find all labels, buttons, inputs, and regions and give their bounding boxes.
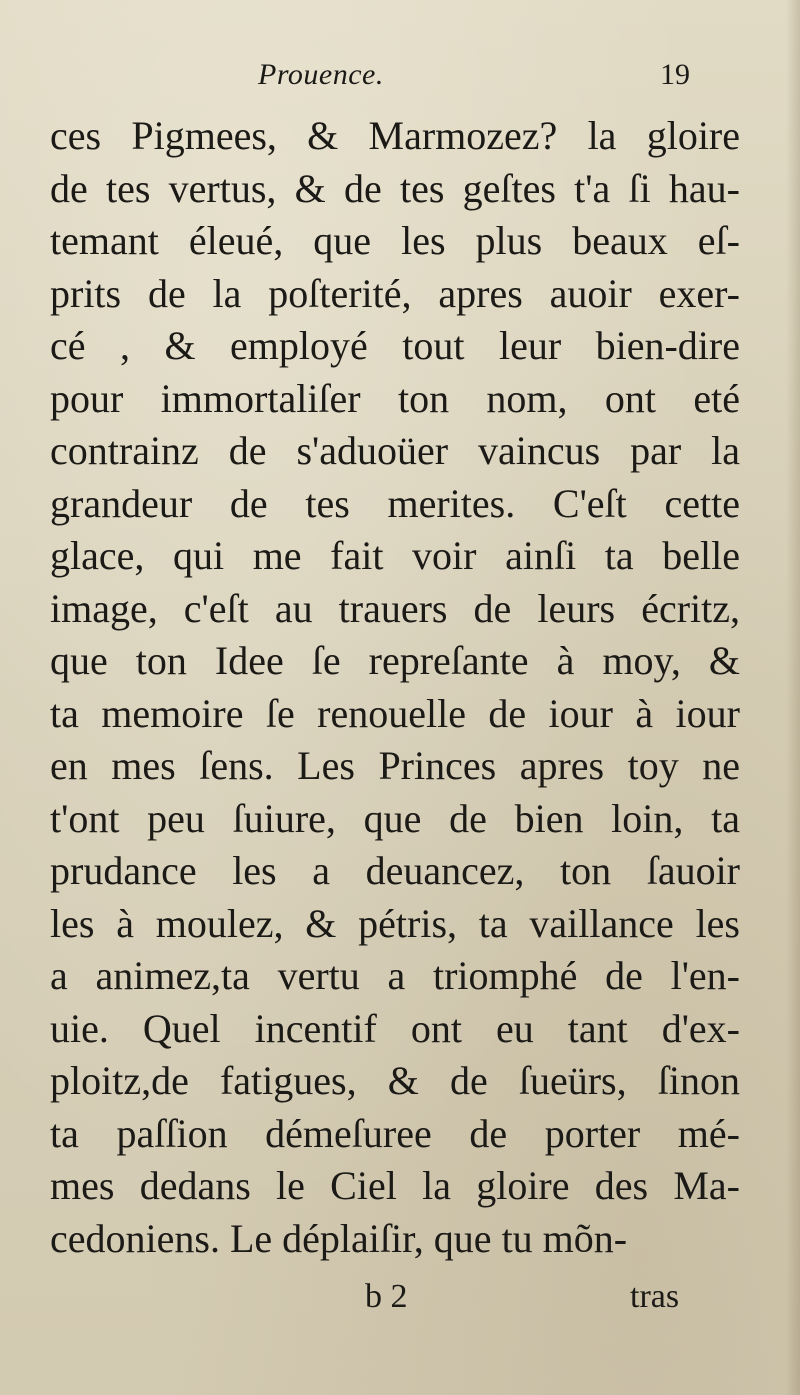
page-number: 19: [660, 58, 690, 91]
text-line: cé , & employé tout leur bien-dire: [50, 323, 740, 368]
text-line: grandeur de tes merites. C'eſt cette: [50, 480, 740, 526]
text-line: prits de la poſterité, apres auoir exer-: [50, 270, 740, 316]
text-line: glace, qui me fait voir ainſi ta belle: [50, 533, 740, 578]
text-line: cedoniens. Le déplaiſir, que tu mõn-: [50, 1215, 628, 1261]
text-line: les à moulez, & pétris, ta vaillance les: [50, 900, 740, 946]
text-line: que ton Idee ſe repreſante à moy, &: [50, 638, 740, 683]
body-text: [50, 110, 740, 1265]
text-line: mes dedans le Ciel la gloire des Ma-: [50, 1163, 740, 1208]
text-line: prudance les a deuancez, ton ſauoir: [50, 848, 740, 893]
text-line: contrainz de s'aduoüer vaincus par la: [50, 428, 740, 473]
text-line: ta memoire ſe renouelle de iour à iour: [50, 690, 740, 736]
page-edge-shadow: [786, 0, 800, 1395]
text-line: a animez,ta vertu a triomphé de l'en-: [50, 953, 740, 998]
text-line: de tes vertus, & de tes geſtes t'a ſi hau-: [50, 165, 740, 211]
text-line: pour immortaliſer ton nom, ont eté: [50, 375, 740, 421]
text-line: t'ont peu ſuiure, que de bien loin, ta: [50, 795, 740, 841]
text-line: en mes ſens. Les Princes apres toy ne: [50, 743, 740, 788]
text-line: ploitz,de fatigues, & de ſueürs, ſinon: [50, 1058, 740, 1103]
page-footer: [0, 1270, 800, 1322]
text-line: uie. Quel incentif ont eu tant d'ex-: [50, 1005, 740, 1051]
page-header: [0, 52, 800, 112]
text-line: temant éleué, que les plus beaux eſ-: [50, 218, 740, 263]
running-head: Prouence.: [258, 58, 384, 91]
catchword: tras: [630, 1278, 680, 1315]
text-line: ces Pigmees, & Marmozez? la gloire: [50, 113, 740, 158]
text-line: ta paſſion démeſuree de porter mé-: [50, 1110, 740, 1156]
text-line: image, c'eſt au trauers de leurs écritz,: [50, 585, 740, 631]
signature-mark: b 2: [365, 1278, 408, 1315]
